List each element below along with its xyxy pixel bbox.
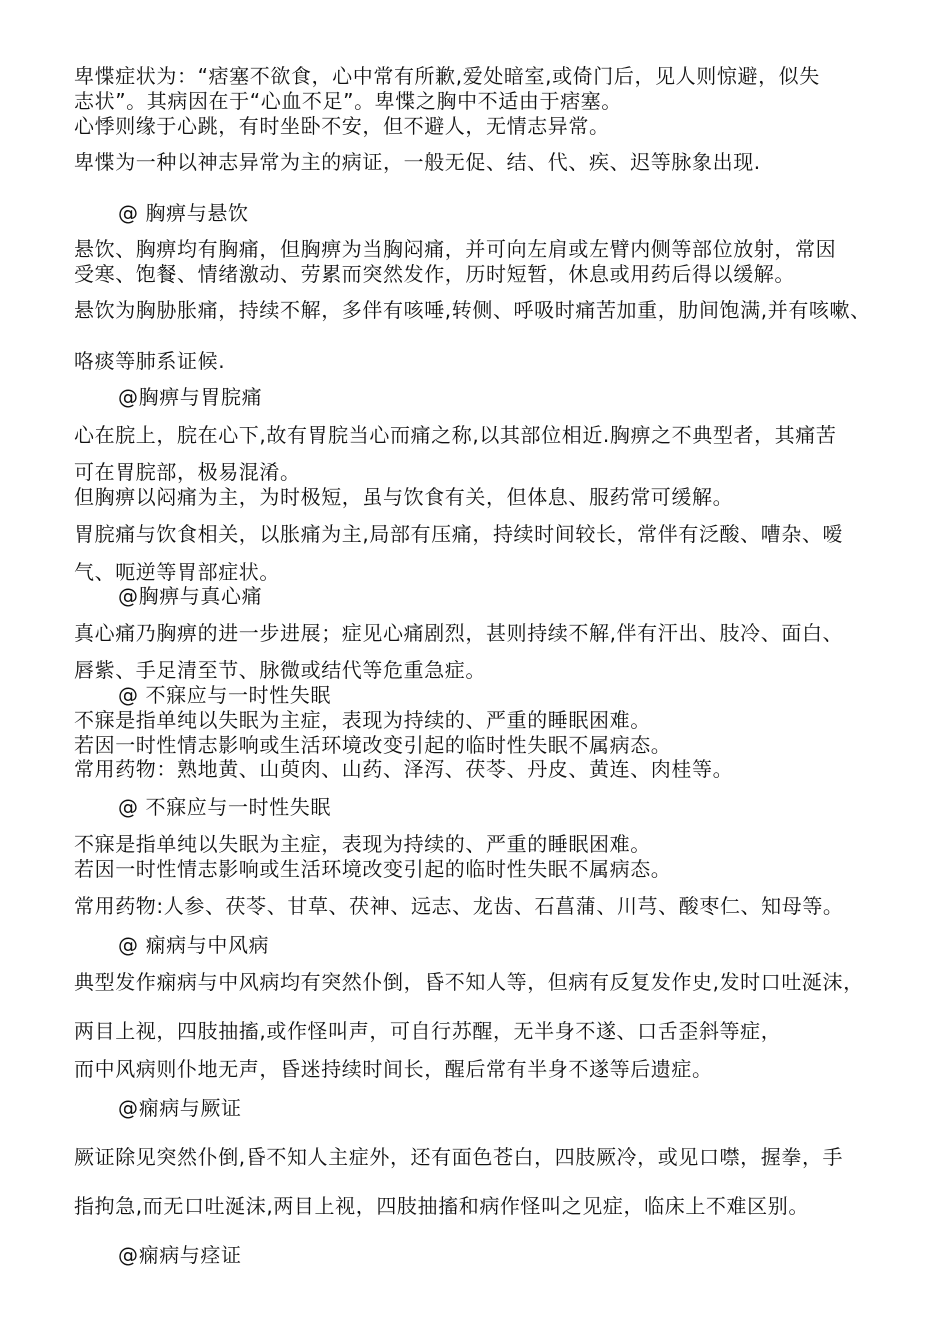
text-line: 而中风病则仆地无声，昏迷持续时间长，醒后常有半身不遂等后遗症。 (74, 1057, 713, 1081)
text-line: 常用药物：熟地黄、山萸肉、山药、泽泻、茯苓、丹皮、黄连、肉桂等。 (74, 757, 734, 781)
text-line: 典型发作痫病与中风病均有突然仆倒，昏不知人等，但病有反复发作史,发时口吐涎沫， (74, 970, 864, 994)
text-line: 胃脘痛与饮食相关，以胀痛为主,局部有压痛，持续时间较长，常伴有泛酸、嘈杂、嗳 (74, 522, 844, 546)
text-line: 受寒、饱餐、情绪激动、劳累而突然发作，历时短暂，休息或用药后得以缓解。 (74, 262, 795, 286)
text-line: 若因一时性情志影响或生活环境改变引起的临时性失眠不属病态。 (74, 733, 672, 757)
text-line: 若因一时性情志影响或生活环境改变引起的临时性失眠不属病态。 (74, 857, 672, 881)
text-line: 两目上视，四肢抽搐,或作怪叫声，可自行苏醒，无半身不遂、口舌歪斜等症， (74, 1019, 782, 1043)
section-heading: @ 痫病与中风病 (118, 933, 270, 957)
section-heading: @ 不寐应与一时性失眠 (118, 683, 331, 707)
text-line: 可在胃脘部，极易混淆。 (74, 460, 301, 484)
text-line: 厥证除见突然仆倒,昏不知人主症外，还有面色苍白，四肢厥冷，或见口噤，握拳，手 (74, 1145, 844, 1169)
section-heading: @痫病与痉证 (118, 1243, 242, 1267)
section-heading: @痫病与厥证 (118, 1096, 242, 1120)
text-line: 心在脘上，脘在心下,故有胃脘当心而痛之称,以其部位相近.胸痹之不典型者，其痛苦 (74, 423, 837, 447)
text-line: 志状”。其病因在于“心血不足”。卑惵之胸中不适由于痞塞。 (74, 89, 622, 113)
section-heading: @胸痹与胃脘痛 (118, 385, 263, 409)
text-line: 心悸则缘于心跳，有时坐卧不安，但不避人，无情志异常。 (74, 114, 610, 138)
text-line: 气、呃逆等胃部症状。 (74, 560, 280, 584)
section-heading: @胸痹与真心痛 (118, 584, 263, 608)
text-line: 指拘急,而无口吐涎沫,两目上视，四肢抽搐和病作怪叫之见症，临床上不难区别。 (74, 1194, 809, 1218)
text-line: 不寐是指单纯以失眠为主症，表现为持续的、严重的睡眠困难。 (74, 708, 651, 732)
text-line: 唇紫、手足清至节、脉微或结代等危重急症。 (74, 658, 486, 682)
text-line: 卑惵为一种以神志异常为主的病证，一般无促、结、代、疾、迟等脉象出现. (74, 150, 761, 174)
section-heading: @ 不寐应与一时性失眠 (118, 795, 331, 819)
section-heading: @ 胸痹与悬饮 (118, 201, 249, 225)
text-line: 悬饮为胸胁胀痛，持续不解，多伴有咳唾,转侧、呼吸时痛苦加重，肋间饱满,并有咳嗽、 (74, 298, 871, 322)
text-line: 咯痰等肺系证候. (74, 349, 226, 373)
text-line: 卑惵症状为：“痞塞不欲食，心中常有所歉,爱处暗室,或倚门后，见人则惊避，似失 (74, 64, 820, 88)
text-line: 悬饮、胸痹均有胸痛，但胸痹为当胸闷痛，并可向左肩或左臂内侧等部位放射，常因 (74, 237, 837, 261)
text-line: 常用药物:人参、茯苓、甘草、茯神、远志、龙齿、石菖蒲、川芎、酸枣仁、知母等。 (74, 894, 844, 918)
text-line: 真心痛乃胸痹的进一步进展；症见心痛剧烈，甚则持续不解,伴有汗出、肢冷、面白、 (74, 621, 844, 645)
text-line: 但胸痹以闷痛为主，为时极短，虽与饮食有关，但体息、服药常可缓解。 (74, 485, 734, 509)
text-line: 不寐是指单纯以失眠为主症，表现为持续的、严重的睡眠困难。 (74, 832, 651, 856)
